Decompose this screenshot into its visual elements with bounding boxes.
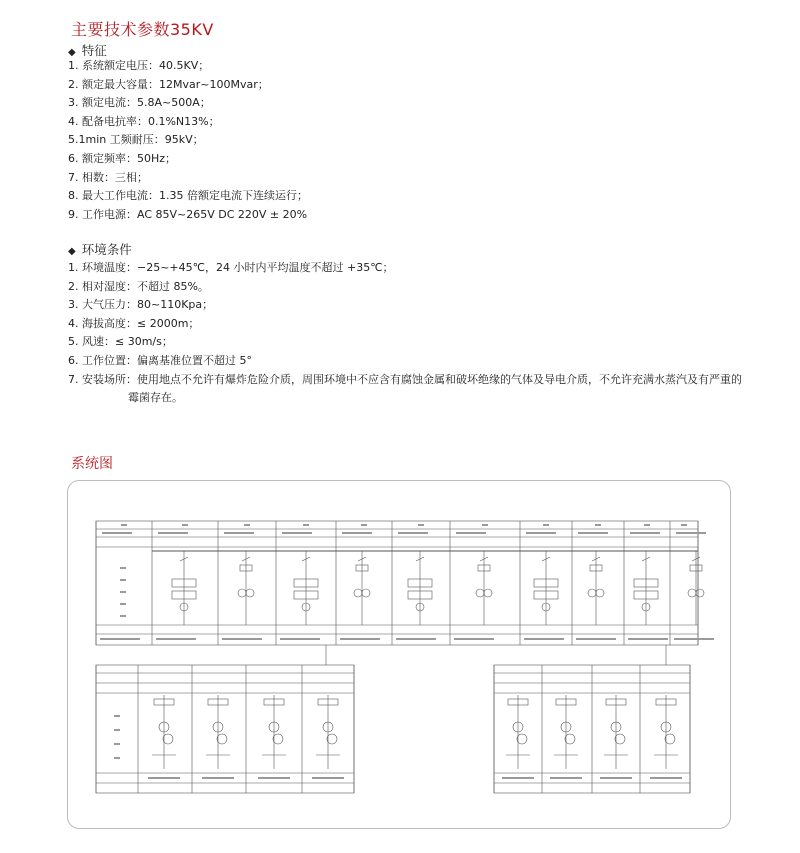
transformer-symbol [327, 734, 337, 744]
tiny-label-mark [396, 638, 436, 640]
tiny-label-mark [114, 729, 120, 731]
transformer-symbol [665, 734, 675, 744]
tiny-label-mark [576, 638, 616, 640]
list-item-continuation: 霉菌存在。 [128, 391, 183, 405]
list-item: 9. 工作电源：AC 85V~265V DC 220V ± 20% [68, 207, 308, 221]
tiny-label-mark [550, 777, 582, 779]
tiny-label-mark [224, 532, 254, 534]
list-item: 2. 相对湿度：不超过 85%。 [68, 279, 209, 293]
diamond-bullet-icon: ◆ [68, 246, 76, 257]
tiny-label-mark [674, 638, 714, 640]
list-item: 3. 大气压力：80~110Kpa； [68, 298, 214, 312]
transformer-symbol [163, 734, 173, 744]
system-diagram [67, 480, 731, 829]
tiny-label-mark [114, 743, 120, 745]
tiny-label-mark [202, 777, 234, 779]
tiny-label-mark [222, 638, 262, 640]
page-title: 主要技术参数35KV [71, 20, 214, 39]
tiny-label-mark [340, 638, 380, 640]
tiny-label-mark [102, 532, 132, 534]
transformer-symbol [362, 589, 370, 597]
list-item: 7. 安装场所：使用地点不允许有爆炸危险介质，周围环境中不应含有腐蚀金属和破坏绝缘的气体及导电介质，不允许充满水蒸汽及有严重的 [68, 372, 742, 386]
tiny-label-mark [456, 532, 486, 534]
tiny-label-mark [156, 638, 196, 640]
tiny-label-mark [120, 591, 126, 593]
transformer-symbol [615, 734, 625, 744]
list-item: 7. 相数：三相； [68, 170, 148, 184]
transformer-symbol [484, 589, 492, 597]
tiny-label-mark [148, 777, 180, 779]
transformer-symbol [354, 589, 362, 597]
tiny-label-mark [398, 532, 428, 534]
features-list [68, 57, 308, 224]
tiny-label-mark [120, 615, 126, 617]
features-heading-text: 特征 [81, 43, 107, 58]
transformer-symbol [588, 589, 596, 597]
lower-left-panel-frame [96, 665, 354, 793]
list-item: 6. 额定频率：50Hz； [68, 151, 177, 165]
tiny-label-mark [543, 524, 549, 526]
tiny-label-mark [650, 777, 682, 779]
diamond-bullet-icon: ◆ [68, 47, 76, 58]
tiny-label-mark [342, 532, 372, 534]
system-diagram-drawing [68, 481, 731, 829]
tiny-label-mark [526, 532, 556, 534]
tiny-label-mark [120, 567, 126, 569]
tiny-label-mark [418, 524, 424, 526]
tiny-label-mark [595, 524, 601, 526]
tiny-label-mark [628, 638, 668, 640]
tiny-label-mark [280, 638, 320, 640]
transformer-symbol [565, 734, 575, 744]
tiny-label-mark [502, 777, 534, 779]
tiny-label-mark [120, 579, 126, 581]
tiny-label-mark [482, 524, 488, 526]
transformer-symbol [476, 589, 484, 597]
upper-panel-frame [96, 521, 698, 645]
tiny-label-mark [600, 777, 632, 779]
transformer-symbol [517, 734, 527, 744]
system-diagram-heading: 系统图 [71, 456, 113, 472]
tiny-label-mark [676, 532, 706, 534]
tiny-label-mark [120, 603, 126, 605]
tiny-label-mark [114, 715, 120, 717]
list-item: 1. 环境温度：−25~+45℃，24 小时内平均温度不超过 +35℃； [68, 261, 394, 274]
tiny-label-mark [114, 757, 120, 759]
environment-heading [68, 240, 132, 258]
list-item: 8. 最大工作电流：1.35 倍额定电流下连续运行； [68, 189, 308, 203]
tiny-label-mark [303, 524, 309, 526]
transformer-symbol [217, 734, 227, 744]
tiny-label-mark [182, 524, 188, 526]
tiny-label-mark [644, 524, 650, 526]
tiny-label-mark [282, 532, 312, 534]
tiny-label-mark [258, 777, 290, 779]
tiny-label-mark [158, 532, 188, 534]
transformer-symbol [688, 589, 696, 597]
transformer-symbol [238, 589, 246, 597]
tiny-label-mark [578, 532, 608, 534]
list-item: 6. 工作位置：偏离基准位置不超过 5° [68, 353, 252, 367]
tiny-label-mark [121, 524, 127, 526]
transformer-symbol [246, 589, 254, 597]
list-item: 5.1min 工频耐压：95kV； [68, 133, 204, 147]
tiny-label-mark [244, 524, 250, 526]
tiny-label-mark [681, 524, 687, 526]
environment-list [68, 259, 742, 408]
tiny-label-mark [524, 638, 564, 640]
transformer-symbol [696, 589, 704, 597]
list-item: 2. 额定最大容量：12Mvar~100Mvar； [68, 77, 269, 91]
tiny-label-mark [312, 777, 344, 779]
tiny-label-mark [630, 532, 660, 534]
tiny-label-mark [100, 638, 140, 640]
transformer-symbol [596, 589, 604, 597]
list-item: 1. 系统额定电压：40.5KV； [68, 59, 210, 72]
list-item: 4. 配备电抗率：0.1%N13%； [68, 114, 220, 128]
transformer-symbol [273, 734, 283, 744]
environment-heading-text: 环境条件 [81, 242, 132, 257]
list-item: 5. 风速：≤ 30m/s； [68, 335, 173, 349]
list-item: 3. 额定电流：5.8A~500A； [68, 96, 211, 110]
tiny-label-mark [454, 638, 494, 640]
tiny-label-mark [361, 524, 367, 526]
list-item: 4. 海拔高度：≤ 2000m； [68, 316, 200, 330]
